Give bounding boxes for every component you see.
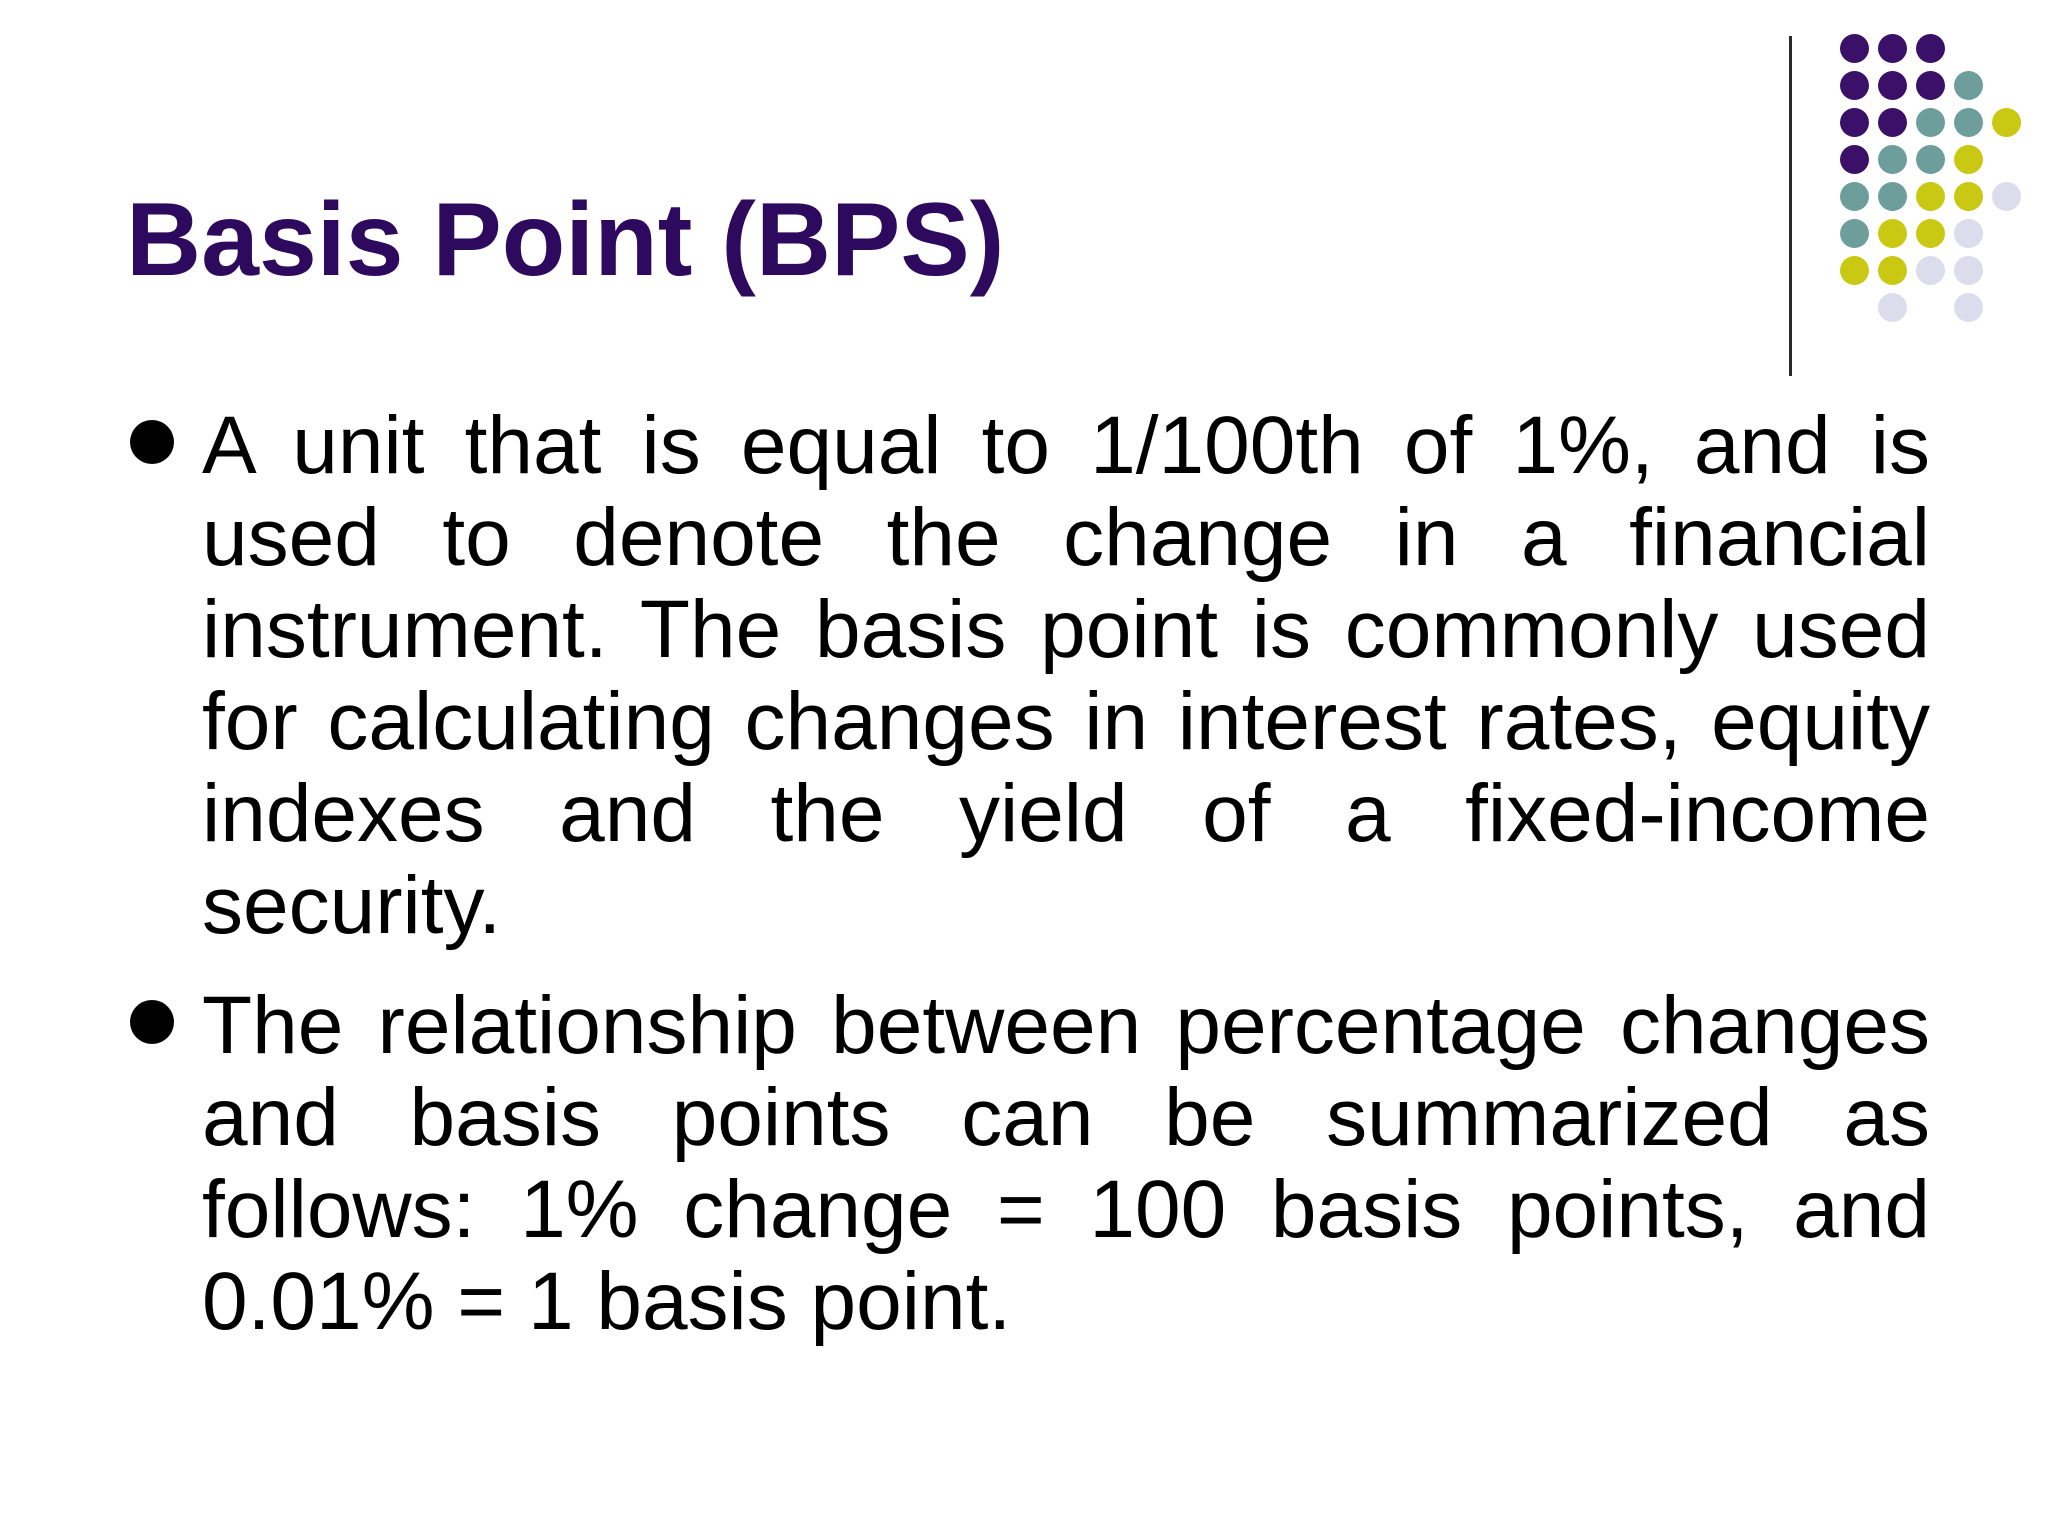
bullet-item [126, 980, 1930, 1348]
decorative-dot [1954, 256, 1983, 285]
bullet-text: The relationship between percentage changes and basis points can be summarized as follows: 1% change = 100 basis points, and 0.01% = 1 basis point. [202, 980, 1930, 1347]
bullet-text: A unit that is equal to 1/100th of 1%, and is used to denote the change in a financial instrument. The basis point is commonly used for calculating changes in interest rates, equity indexes and the yield of a fixed-income security. [202, 400, 1930, 951]
decorative-dot [1840, 256, 1869, 285]
decorative-dot [1916, 182, 1945, 211]
decorative-dot [1916, 145, 1945, 174]
decorative-dot [1878, 293, 1907, 322]
slide-title: Basis Point (BPS) [126, 182, 1005, 298]
bullet-icon [130, 420, 174, 464]
decorative-dot [1878, 182, 1907, 211]
decorative-dot [1878, 71, 1907, 100]
decorative-dot [1878, 108, 1907, 137]
decorative-dot [1840, 182, 1869, 211]
decorative-dot [1878, 145, 1907, 174]
decorative-dot [1840, 219, 1869, 248]
vertical-divider-line [1789, 36, 1792, 376]
decorative-dot [1878, 256, 1907, 285]
decorative-dot [1840, 108, 1869, 137]
decorative-dot [1954, 182, 1983, 211]
decorative-dot [1954, 219, 1983, 248]
decorative-dot [1916, 108, 1945, 137]
decorative-dot [1954, 145, 1983, 174]
decorative-dot [1878, 219, 1907, 248]
decorative-dot [1954, 71, 1983, 100]
bullet-item [126, 400, 1930, 952]
decorative-dot [1916, 34, 1945, 63]
decorative-dot [1916, 256, 1945, 285]
decorative-dot [1878, 34, 1907, 63]
decorative-dot [1840, 71, 1869, 100]
decorative-dot [1992, 182, 2021, 211]
decorative-dot [1954, 293, 1983, 322]
decorative-dot [1916, 219, 1945, 248]
decorative-dot [1840, 145, 1869, 174]
decorative-dot [1954, 108, 1983, 137]
bullet-list [126, 400, 1930, 1376]
decorative-dot [1840, 34, 1869, 63]
bullet-icon [130, 1000, 174, 1044]
decorative-dot [1916, 71, 1945, 100]
decorative-dot [1992, 108, 2021, 137]
